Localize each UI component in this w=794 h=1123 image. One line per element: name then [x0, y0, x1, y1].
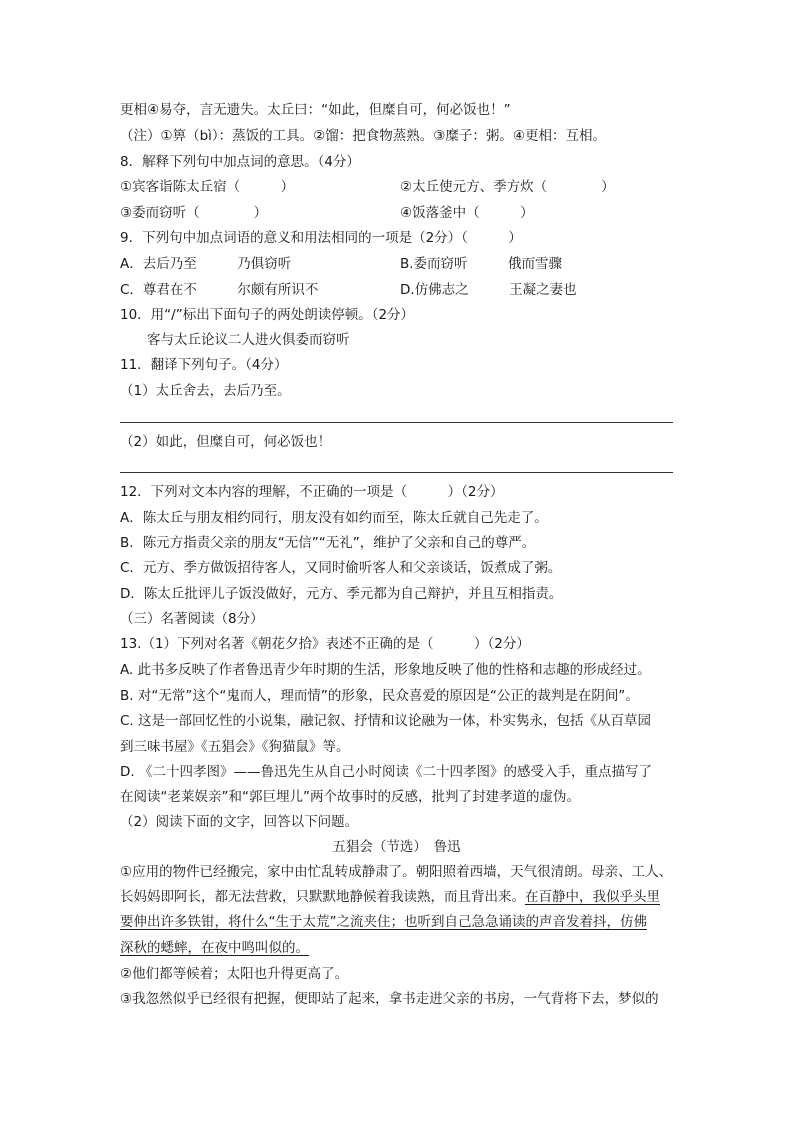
q9-option-b: B.委而窃听 俄而雪骤 [400, 256, 563, 272]
excerpt-p1-line1: ①应用的物件已经搬完，家中由忙乱转成静肃了。朝阳照着西墙，天气很清朗。母亲、工人、 [120, 864, 673, 880]
q13-option-a: A. 此书多反映了作者鲁迅青少年时期的生活，形象地反映了他的性格和志趣的形成经过。 [120, 662, 651, 678]
q13-sub-question: （2）阅读下面的文字，回答以下问题。 [120, 814, 359, 830]
excerpt-p2: ②他们都等候着；太阳也升得更高了。 [120, 966, 349, 982]
q11-sentence-1: （1）太丘舍去，去后乃至。 [120, 383, 291, 399]
q8-item-4: ④饭落釜中（ ） [400, 205, 534, 221]
annotation-note: （注）①箅（bì）：蒸饭的工具。②馏：把食物蒸熟。③糜子：粥。④更相：互相。 [120, 128, 606, 144]
q12-stem: 12．下列对文本内容的理解，不正确的一项是（ ）（2分） [120, 484, 504, 500]
q9-option-d: D.仿佛志之 王凝之妻也 [400, 282, 577, 298]
underlined-passage-start: 在百静中，我似乎头里 [525, 889, 660, 905]
passage-ending: 更相④易夺，言无遗失。太丘曰：“如此，但糜自可，何必饭也！” [120, 102, 511, 118]
q12-option-b: B．陈元方指责父亲的朋友“无信”“无礼”，维护了父亲和自己的尊严。 [120, 535, 536, 551]
q13-option-c-line2: 到三味书屋》《五猖会》《狗猫鼠》等。 [120, 739, 350, 755]
q12-option-a: A．陈太丘与朋友相约同行，朋友没有如约而至，陈太丘就自己先走了。 [120, 510, 548, 526]
q11-stem: 11．翻译下列句子。（4分） [120, 357, 288, 373]
q9-option-a: A．去后乃至 乃俱窃听 [120, 256, 292, 272]
q11-sentence-2: （2）如此，但糜自可，何必饭也！ [120, 434, 332, 450]
excerpt-title: 五猖会（节选） 鲁迅 [332, 839, 461, 855]
answer-line-1[interactable] [120, 422, 673, 423]
q8-item-2: ②太丘使元方、季方炊（ ） [400, 179, 615, 195]
q8-stem: 8．解释下列句中加点词的意思。（4分） [120, 154, 360, 170]
q9-option-c: C．尊君在不 尔颇有所识不 [120, 282, 319, 298]
q10-sentence: 客与太丘论议二人进火俱委而窃听 [147, 332, 350, 348]
excerpt-p1-line2 [120, 887, 660, 907]
q13-option-d-line2: 在阅读“老莱娱亲”和“郭巨埋儿”两个故事时的反感，批判了封建孝道的虚伪。 [120, 789, 580, 805]
underlined-passage-line3: 深秋的蟋蟀，在夜中鸣叫似的。 [120, 940, 309, 956]
q9-stem: 9．下列句中加点词语的意义和用法相同的一项是（2分）（ ） [120, 230, 522, 246]
excerpt-p3: ③我忽然似乎已经很有把握，便即站了起来，拿书走进父亲的书房，一气背将下去，梦似的 [120, 991, 659, 1007]
answer-line-2[interactable] [120, 472, 673, 473]
q8-item-1: ①宾客诣陈太丘宿（ ） [120, 179, 295, 195]
q13-option-c-line1: C. 这是一部回忆性的小说集，融记叙、抒情和议论融为一体，朴实隽永，包括《从百草园 [120, 713, 652, 729]
q10-stem: 10．用“/”标出下面句子的两处朗读停顿。（2分） [120, 307, 415, 323]
section-heading: （三）名著阅读（8分） [120, 611, 264, 627]
q8-item-3: ③委而窃听（ ） [120, 205, 268, 221]
q13-stem: 13.（1）下列对名著《朝花夕拾》表述不正确的是（ ）（2分） [120, 636, 530, 652]
q12-option-c: C．元方、季方做饭招待客人，又同时偷听客人和父亲谈话，饭煮成了粥。 [120, 560, 562, 576]
q13-option-b: B. 对“无常”这个“鬼而人，理而情”的形象，民众喜爱的原因是“公正的裁判是在阴间”。 [120, 688, 639, 704]
q12-option-d: D．陈太丘批评儿子饭没做好，元方、季元都为自己辩护，并且互相指责。 [120, 586, 563, 602]
excerpt-p1-line2-text: 长妈妈即阿长，都无法营救，只默默地静候着我读熟，而且背出来。 [120, 889, 525, 905]
q13-option-d-line1: D. 《二十四孝图》——鲁迅先生从自己小时阅读《二十四孝图》的感受入手，重点描写了 [120, 764, 652, 780]
underlined-passage-line2: 要伸出许多铁钳，将什么“生于太荒”之流夹住；也听到自己急急诵读的声音发着抖，仿佛 [120, 914, 647, 930]
